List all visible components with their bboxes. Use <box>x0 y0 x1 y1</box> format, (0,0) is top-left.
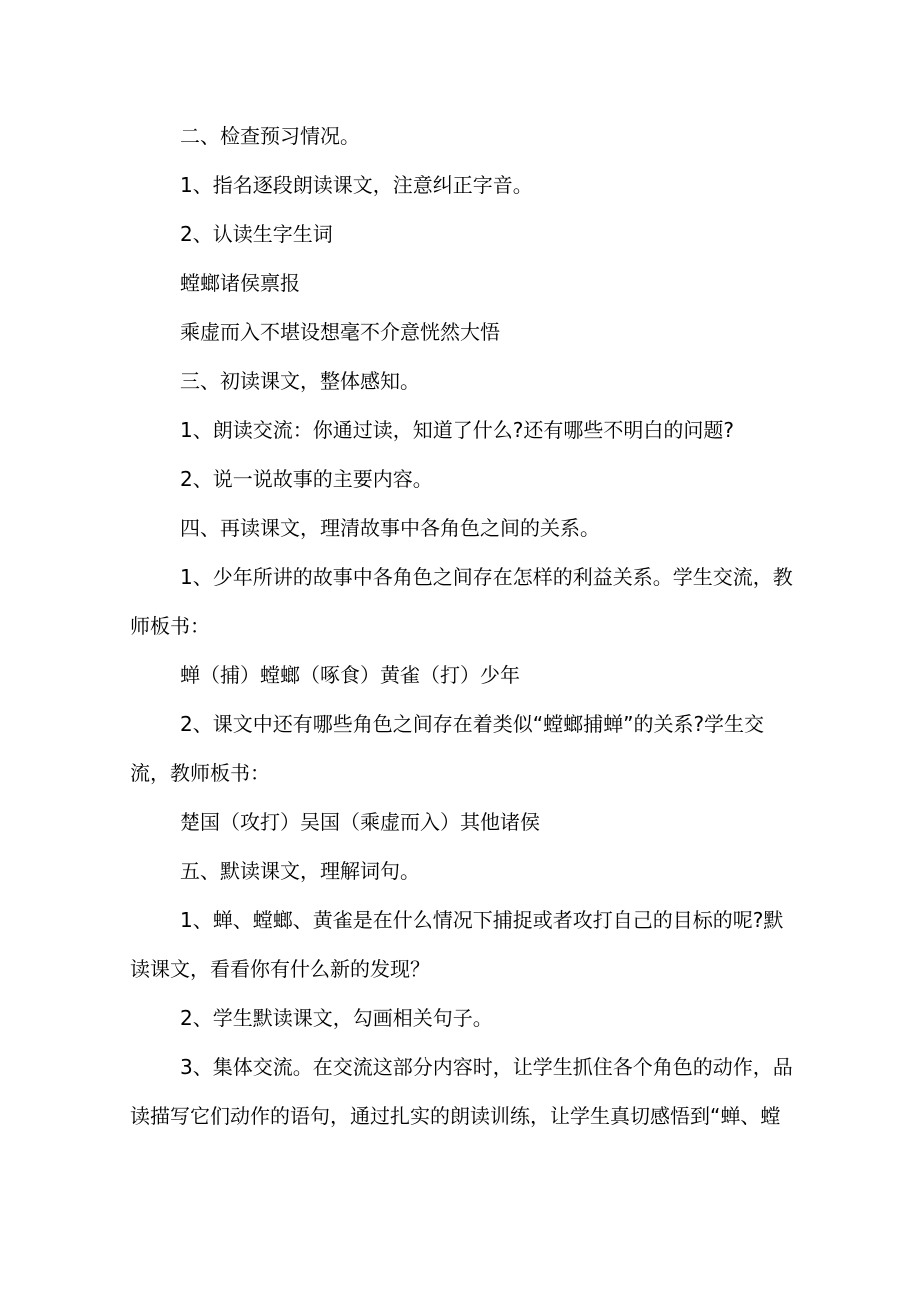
paragraph-section-3-heading: 三、初读课文，整体感知。 <box>180 369 420 393</box>
board-writing-line: 蝉（捕）螳螂（啄食）黄雀（打）少年 <box>180 663 520 687</box>
paragraph: 1、少年所讲的故事中各角色之间存在怎样的利益关系。学生交流，教师板书： <box>130 565 793 638</box>
vocabulary-line: 乘虚而入不堪设想毫不介意恍然大悟 <box>180 320 500 344</box>
paragraph: 2、说一说故事的主要内容。 <box>180 467 433 491</box>
paragraph: 1、指名逐段朗读课文，注意纠正字音。 <box>180 173 533 197</box>
paragraph-section-5-heading: 五、默读课文，理解词句。 <box>180 859 420 883</box>
board-writing-line: 楚国（攻打）吴国（乘虚而入）其他诸侯 <box>180 810 540 834</box>
paragraph-section-4-heading: 四、再读课文，理清故事中各角色之间的关系。 <box>180 516 600 540</box>
paragraph: 1、蝉、螳螂、黄雀是在什么情况下捕捉或者攻打自己的目标的呢?默读课文，看看你有什么新的发现？ <box>130 908 784 981</box>
paragraph: 2、学生默读课文，勾画相关句子。 <box>180 1006 493 1030</box>
vocabulary-line: 螳螂诸侯禀报 <box>180 271 300 295</box>
paragraph: 2、认读生字生词 <box>180 222 333 246</box>
paragraph: 3、集体交流。在交流这部分内容时，让学生抓住各个角色的动作，品读描写它们动作的语句，通过扎实的朗读训练，让学生真切感悟到“蝉、螳 <box>130 1055 793 1128</box>
paragraph-section-2-heading: 二、检查预习情况。 <box>180 124 360 148</box>
document-body <box>130 112 795 1141</box>
paragraph: 2、课文中还有哪些角色之间存在着类似“螳螂捕蝉”的关系?学生交流，教师板书： <box>130 712 765 785</box>
paragraph: 1、朗读交流：你通过读，知道了什么?还有哪些不明白的问题? <box>180 418 734 442</box>
